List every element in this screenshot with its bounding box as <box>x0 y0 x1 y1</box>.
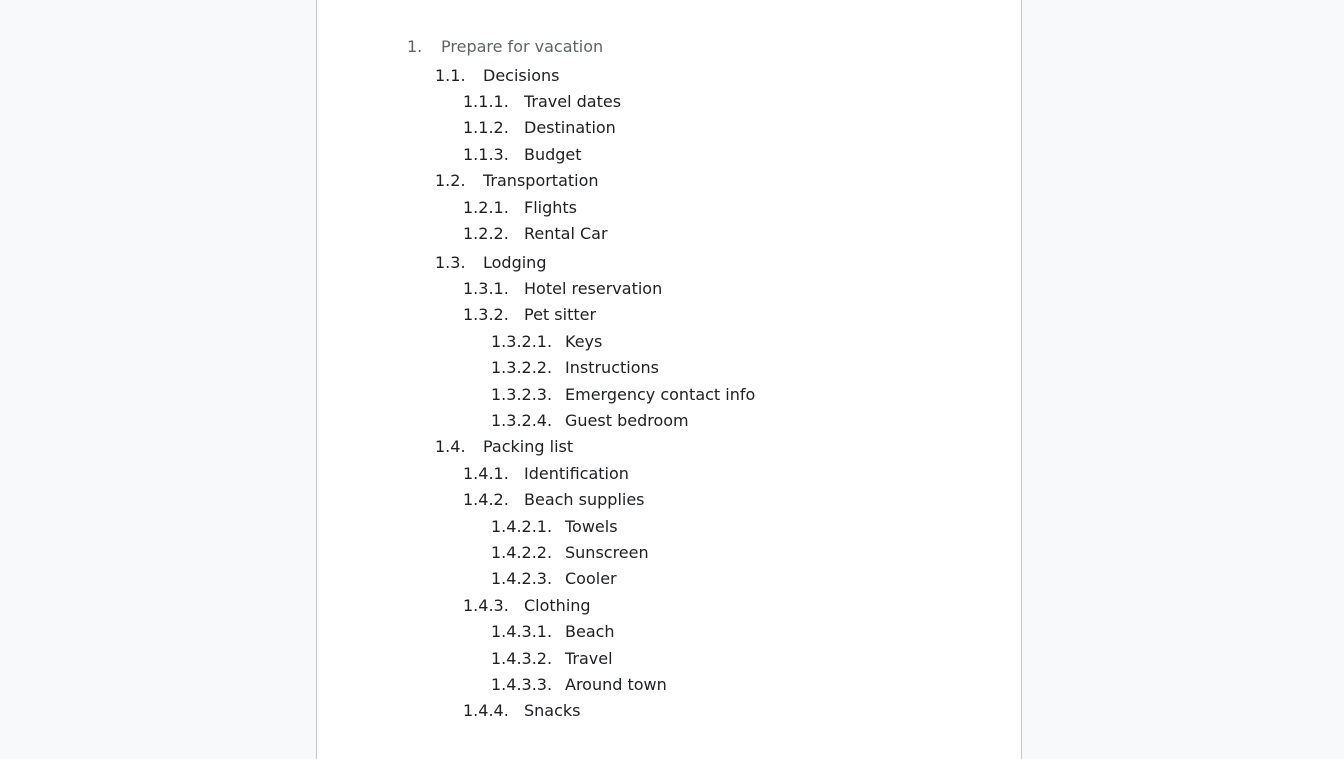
list-text: Keys <box>565 332 603 351</box>
outline-list <box>317 0 1021 759</box>
list-number: 1.1. <box>435 66 466 85</box>
list-text: Beach supplies <box>524 490 645 509</box>
list-number: 1.3.1. <box>463 279 509 298</box>
list-number: 1.4.3. <box>463 596 509 615</box>
list-number: 1.4.1. <box>463 464 509 483</box>
list-number: 1.1.3. <box>463 145 509 164</box>
list-number: 1.3.2.1. <box>491 332 553 351</box>
document-page[interactable] <box>316 0 1022 759</box>
list-number: 1.4.3.2. <box>491 649 553 668</box>
list-number: 1.3. <box>435 253 466 272</box>
list-text: Destination <box>524 118 616 137</box>
list-number: 1. <box>407 37 423 56</box>
list-number: 1.2.1. <box>463 198 509 217</box>
list-number: 1.4.3.1. <box>491 622 553 641</box>
list-text: Decisions <box>483 66 560 85</box>
list-text: Guest bedroom <box>565 411 689 430</box>
list-text: Flights <box>524 198 577 217</box>
list-text: Travel dates <box>524 92 622 111</box>
list-text: Instructions <box>565 358 659 377</box>
list-number: 1.4. <box>435 437 466 456</box>
list-number: 1.4.4. <box>463 701 509 720</box>
list-number: 1.4.2.1. <box>491 517 553 536</box>
list-text: Snacks <box>524 701 581 720</box>
list-number: 1.3.2.4. <box>491 411 553 430</box>
list-text: Emergency contact info <box>565 385 756 404</box>
list-number: 1.4.3.3. <box>491 675 553 694</box>
list-text: Identification <box>524 464 629 483</box>
list-text: Hotel reservation <box>524 279 663 298</box>
list-number: 1.1.2. <box>463 118 509 137</box>
list-number: 1.4.2. <box>463 490 509 509</box>
list-text: Budget <box>524 145 582 164</box>
list-number: 1.3.2.2. <box>491 358 553 377</box>
list-text: Lodging <box>483 253 547 272</box>
list-number: 1.4.2.2. <box>491 543 553 562</box>
list-number: 1.2. <box>435 171 466 190</box>
list-number: 1.2.2. <box>463 224 509 243</box>
list-text: Beach <box>565 622 615 641</box>
list-text: Packing list <box>483 437 574 456</box>
list-text: Pet sitter <box>524 305 597 324</box>
list-number: 1.3.2.3. <box>491 385 553 404</box>
list-text: Rental Car <box>524 224 608 243</box>
list-text: Around town <box>565 675 667 694</box>
list-text: Transportation <box>483 171 599 190</box>
list-text: Sunscreen <box>565 543 649 562</box>
list-number: 1.4.2.3. <box>491 569 553 588</box>
list-text: Cooler <box>565 569 617 588</box>
list-text: Travel <box>565 649 613 668</box>
list-text: Clothing <box>524 596 591 615</box>
list-text: Prepare for vacation <box>441 37 604 56</box>
list-number: 1.3.2. <box>463 305 509 324</box>
list-number: 1.1.1. <box>463 92 509 111</box>
list-text: Towels <box>565 517 618 536</box>
